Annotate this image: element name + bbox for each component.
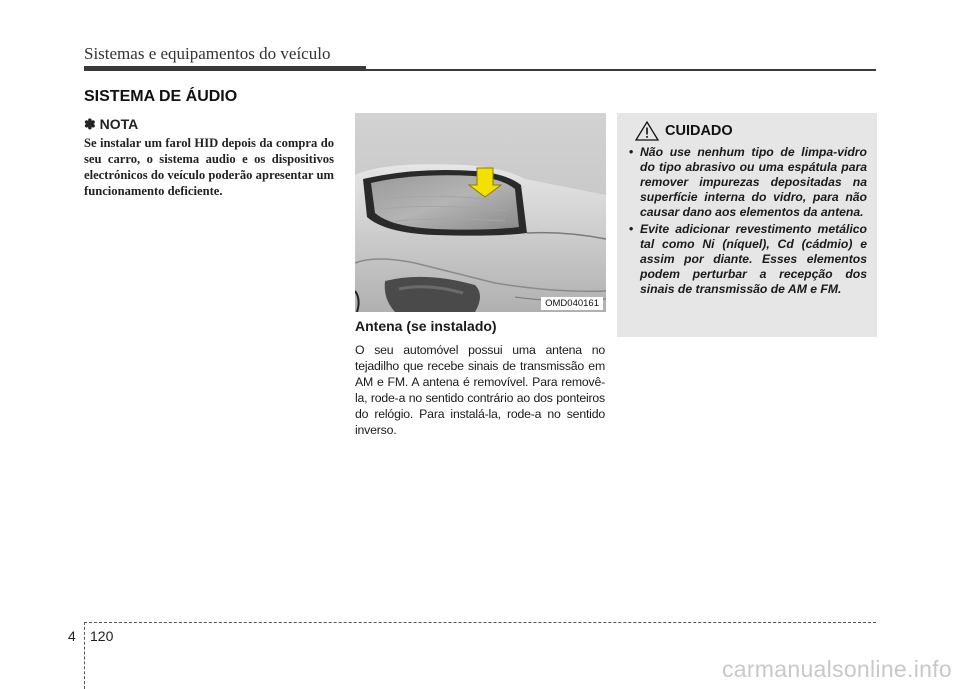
caution-item — [629, 222, 867, 297]
header-rule-thin — [366, 69, 876, 71]
bullet-icon: • — [629, 145, 634, 159]
warning-triangle-icon — [635, 121, 659, 141]
note-block — [84, 116, 334, 199]
watermark: carmanualsonline.info — [721, 656, 952, 682]
rear-window-antenna-figure — [355, 113, 606, 312]
header-rule-thick — [84, 66, 366, 71]
note-text: Se instalar um farol HID depois da compra do seu carro, o sistema audio e os dispositivos electrónicos do veículo poderão apresentar um funcionamento deficiente. — [84, 136, 334, 198]
antenna-heading: Antena (se instalado) — [355, 318, 497, 334]
page-number: 120 — [90, 628, 114, 644]
caution-item-text: Evite adicionar revestimento metálico tal como Ni (níquel), Cd (cádmio) e assim por diante. Esses elementos podem perturbar a recepção dos sinais de transmissão de AM e FM. — [640, 222, 867, 296]
caution-title: CUIDADO — [665, 123, 733, 139]
antenna-text: O seu automóvel possui uma antena no tejadilho que recebe sinais de transmissão em AM e FM. A antena é removível. Para removê-la, rode-a no sentido contrário ao dos ponteiros do relógio. Para instalá-la, rode-a no sentido inverso. — [355, 343, 605, 437]
caution-box — [617, 113, 877, 337]
header-title: Sistemas e equipamentos do veículo — [84, 44, 331, 63]
footer-vertical-rule — [84, 622, 85, 689]
rear-window-glass — [371, 175, 519, 229]
note-heading: ✽ NOTA — [84, 116, 139, 132]
footer-rule — [84, 622, 876, 623]
chapter-number: 4 — [68, 628, 76, 644]
caution-item — [629, 145, 867, 220]
car-rear-illustration — [355, 113, 606, 312]
caution-list — [629, 145, 867, 297]
section-title: SISTEMA DE ÁUDIO — [84, 88, 238, 105]
caution-item-text: Não use nenhum tipo de limpa-vidro do tipo abrasivo ou uma espátula para remover impurezas depositadas na superfície interna do vidro, para não causar dano aos elementos da antena. — [640, 145, 867, 219]
caution-header — [629, 121, 867, 141]
bullet-icon: • — [629, 222, 634, 236]
antenna-section — [355, 318, 605, 438]
figure-code: OMD040161 — [541, 297, 603, 310]
